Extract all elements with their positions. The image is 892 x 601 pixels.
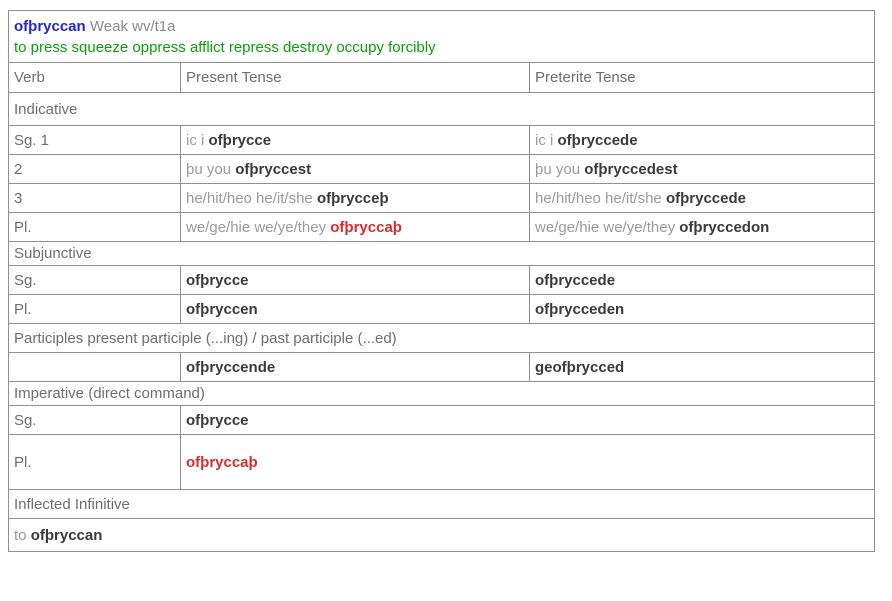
section-row-participles bbox=[9, 324, 875, 353]
verb-form: ofþrycce bbox=[186, 271, 249, 289]
person-label: Pl. bbox=[9, 435, 181, 490]
verb-form-highlighted: ofþryccaþ bbox=[330, 218, 402, 236]
preterite-cell bbox=[530, 213, 875, 242]
section-row-subjunctive bbox=[9, 242, 875, 266]
table-row bbox=[9, 126, 875, 155]
table-row bbox=[9, 435, 875, 490]
entry-header-cell bbox=[9, 11, 875, 63]
inflected-infinitive-cell bbox=[9, 519, 875, 552]
section-row-inflected-infinitive bbox=[9, 490, 875, 519]
verb-form: ofþrycce bbox=[208, 131, 272, 149]
present-cell bbox=[181, 126, 530, 155]
present-cell bbox=[181, 213, 530, 242]
section-label-inflected-infinitive: Inflected Infinitive bbox=[9, 490, 875, 519]
table-row bbox=[9, 295, 875, 324]
verb-form: ofþryccede bbox=[557, 131, 638, 149]
person-label: Sg. 1 bbox=[9, 126, 181, 155]
conjugation-table bbox=[8, 10, 875, 552]
section-label-participles: Participles present participle (...ing) / past participle (...ed) bbox=[9, 324, 875, 353]
table-row bbox=[9, 406, 875, 435]
person-label: 2 bbox=[9, 155, 181, 184]
table-row bbox=[9, 213, 875, 242]
verb-form: ofþryccende bbox=[186, 358, 276, 376]
table-row bbox=[9, 353, 875, 382]
section-label-imperative: Imperative (direct command) bbox=[9, 382, 875, 406]
pronouns: þu you bbox=[186, 160, 232, 178]
col-header-preterite: Preterite Tense bbox=[530, 63, 875, 93]
verb-form: ofþryccede bbox=[535, 271, 616, 289]
verb-form: ofþryccest bbox=[235, 160, 312, 178]
table-row bbox=[9, 155, 875, 184]
pronouns: þu you bbox=[535, 160, 581, 178]
preterite-cell bbox=[530, 295, 875, 324]
col-header-present: Present Tense bbox=[181, 63, 530, 93]
present-cell bbox=[181, 155, 530, 184]
preterite-cell bbox=[530, 266, 875, 295]
infinitive-particle: to bbox=[14, 526, 27, 544]
pronouns: he/hit/heo he/it/she bbox=[186, 189, 313, 207]
verb-form-highlighted: ofþryccaþ bbox=[186, 453, 258, 471]
entry-header-row bbox=[9, 11, 875, 63]
pronouns: we/ge/hie we/ye/they bbox=[186, 218, 327, 236]
preterite-cell bbox=[530, 184, 875, 213]
table-row bbox=[9, 266, 875, 295]
table-row bbox=[9, 184, 875, 213]
past-participle-cell bbox=[530, 353, 875, 382]
verb-form: ofþrycceden bbox=[535, 300, 625, 318]
verb-form: ofþrycce bbox=[186, 411, 249, 429]
present-cell bbox=[181, 266, 530, 295]
person-label: Sg. bbox=[9, 406, 181, 435]
headword: ofþryccan bbox=[14, 17, 86, 35]
verb-form: geofþrycced bbox=[535, 358, 625, 376]
present-cell bbox=[181, 295, 530, 324]
section-label-subjunctive: Subjunctive bbox=[9, 242, 875, 266]
verb-form: ofþryccedon bbox=[679, 218, 770, 236]
verb-form: ofþryccede bbox=[665, 189, 746, 207]
verb-form: ofþryccen bbox=[186, 300, 258, 318]
col-header-verb: Verb bbox=[9, 63, 181, 93]
person-label: Pl. bbox=[9, 295, 181, 324]
pronouns: he/hit/heo he/it/she bbox=[535, 189, 662, 207]
section-row-indicative bbox=[9, 93, 875, 126]
verb-form: ofþryccedest bbox=[584, 160, 678, 178]
definition: to press squeeze oppress afflict repress destroy occupy forcibly bbox=[14, 38, 436, 56]
verb-form: ofþryccan bbox=[30, 526, 103, 544]
section-row-imperative bbox=[9, 382, 875, 406]
present-cell bbox=[181, 184, 530, 213]
pronouns: we/ge/hie we/ye/they bbox=[535, 218, 676, 236]
column-header-row bbox=[9, 63, 875, 93]
table-row bbox=[9, 519, 875, 552]
pronouns: ic i bbox=[535, 131, 554, 149]
preterite-cell bbox=[530, 126, 875, 155]
imperative-sg-cell bbox=[181, 406, 875, 435]
preterite-cell bbox=[530, 155, 875, 184]
person-label: Pl. bbox=[9, 213, 181, 242]
section-label-indicative: Indicative bbox=[9, 93, 875, 126]
verb-form: ofþrycceþ bbox=[316, 189, 389, 207]
person-label-empty bbox=[9, 353, 181, 382]
word-class: Weak wv/t1a bbox=[89, 17, 176, 35]
pronouns: ic i bbox=[186, 131, 205, 149]
person-label: Sg. bbox=[9, 266, 181, 295]
person-label: 3 bbox=[9, 184, 181, 213]
imperative-pl-cell bbox=[181, 435, 875, 490]
present-participle-cell bbox=[181, 353, 530, 382]
